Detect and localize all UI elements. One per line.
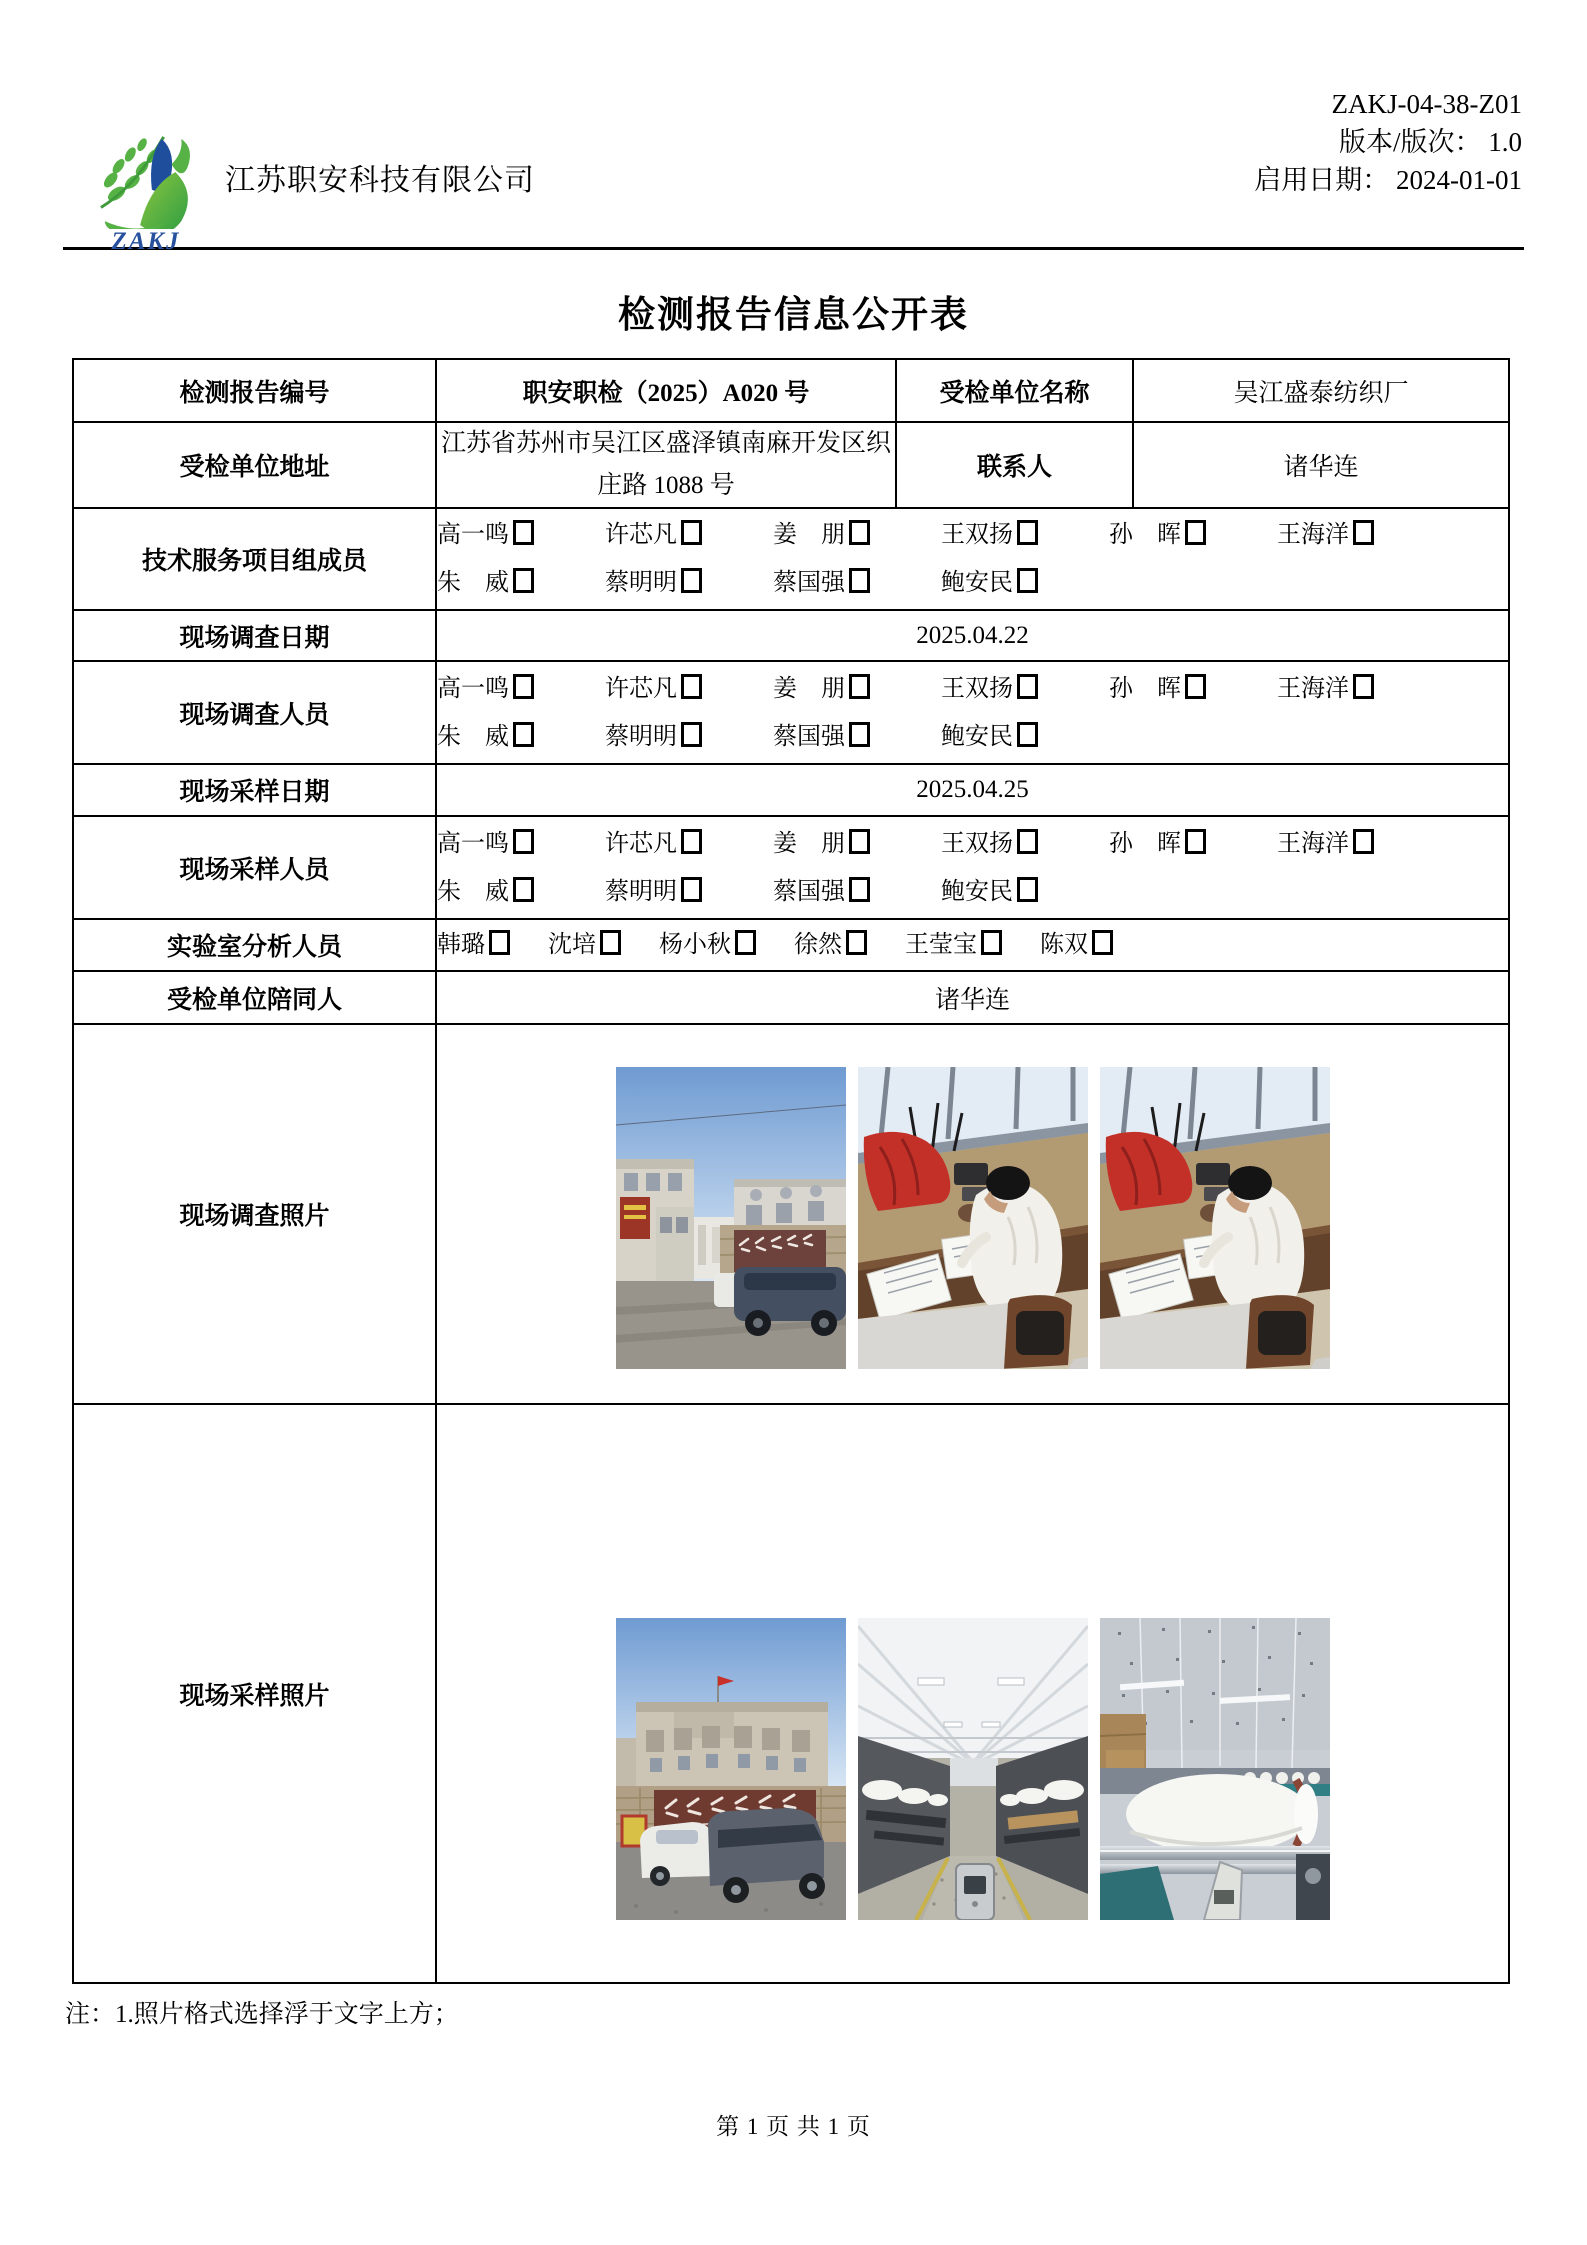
checkbox-icon <box>1353 829 1374 854</box>
staff-name: 王海洋 <box>1277 665 1439 713</box>
checkbox-icon <box>1017 520 1038 545</box>
table-row <box>73 661 1509 764</box>
checkbox-icon <box>849 877 870 902</box>
staff-name: 王双扬 <box>941 665 1103 713</box>
sampling-photos-label: 现场采样照片 <box>73 1404 436 1983</box>
staff-name: 许芯凡 <box>605 511 767 559</box>
staff-name: 蔡明明 <box>605 868 767 916</box>
contact-label: 联系人 <box>896 422 1133 508</box>
escort-label: 受检单位陪同人 <box>73 971 436 1024</box>
sampling-date-label: 现场采样日期 <box>73 764 436 816</box>
sampling-staff-label: 现场采样人员 <box>73 816 436 919</box>
staff-name: 高一鸣 <box>437 820 599 868</box>
checkbox-icon <box>513 877 534 902</box>
staff-name: 姜 朋 <box>773 511 935 559</box>
staff-name: 朱 威 <box>437 868 599 916</box>
sampling-photo-workshop <box>858 1618 1088 1920</box>
checkbox-icon <box>1017 829 1038 854</box>
team-members-value <box>436 508 1509 610</box>
checkbox-icon <box>681 520 702 545</box>
staff-name: 孙 晖 <box>1109 511 1271 559</box>
checkbox-icon <box>1185 674 1206 699</box>
staff-name: 徐然 <box>794 921 867 969</box>
report-no-value: 职安职检（2025）A020 号 <box>436 359 896 422</box>
checkbox-icon <box>513 722 534 747</box>
page-number: 第 1 页 共 1 页 <box>716 2114 871 2139</box>
address-label: 受检单位地址 <box>73 422 436 508</box>
checkbox-icon <box>513 829 534 854</box>
page-title: 检测报告信息公开表 <box>618 295 969 336</box>
checkbox-icon <box>681 722 702 747</box>
staff-name: 姜 朋 <box>773 820 935 868</box>
staff-name: 姜 朋 <box>773 665 935 713</box>
checkbox-icon <box>681 829 702 854</box>
table-row <box>73 764 1509 816</box>
checkbox-icon <box>513 674 534 699</box>
checkbox-icon <box>1353 674 1374 699</box>
escort-value: 诸华连 <box>436 971 1509 1024</box>
checkbox-icon <box>1017 722 1038 747</box>
name-line <box>437 559 1508 607</box>
name-line <box>437 820 1508 868</box>
staff-name: 王海洋 <box>1277 511 1439 559</box>
staff-name: 许芯凡 <box>605 820 767 868</box>
staff-name: 高一鸣 <box>437 665 599 713</box>
staff-name: 蔡国强 <box>773 559 935 607</box>
table-row <box>73 1404 1509 1983</box>
staff-name: 王双扬 <box>941 511 1103 559</box>
name-line <box>437 713 1508 761</box>
document-code: ZAKJ-04-38-Z01 <box>1331 89 1522 119</box>
staff-name: 高一鸣 <box>437 511 599 559</box>
staff-name: 孙 晖 <box>1109 665 1271 713</box>
table-row <box>73 422 1509 508</box>
checkbox-icon <box>849 829 870 854</box>
company-logo-icon <box>87 131 205 229</box>
survey-staff-value <box>436 661 1509 764</box>
staff-name: 王莹宝 <box>905 921 1002 969</box>
table-row <box>73 359 1509 422</box>
checkbox-icon <box>1092 930 1113 955</box>
staff-name: 蔡明明 <box>605 559 767 607</box>
document-meta <box>1254 85 1522 199</box>
checkbox-icon <box>681 674 702 699</box>
footnote: 注：1.照片格式选择浮于文字上方； <box>65 2001 459 2028</box>
staff-name: 陈双 <box>1040 921 1113 969</box>
staff-name: 鲍安民 <box>941 868 1103 916</box>
survey-photo-street <box>616 1067 846 1369</box>
sampling-staff-value <box>436 816 1509 919</box>
name-line <box>437 665 1508 713</box>
checkbox-icon <box>1017 877 1038 902</box>
staff-name: 蔡明明 <box>605 713 767 761</box>
report-no-label: 检测报告编号 <box>73 359 436 422</box>
name-line <box>437 921 1508 969</box>
survey-date-label: 现场调查日期 <box>73 610 436 661</box>
staff-name: 韩璐 <box>437 921 510 969</box>
company-name: 江苏职安科技有限公司 <box>225 164 535 197</box>
checkbox-icon <box>849 722 870 747</box>
survey-photo-office-2 <box>1100 1067 1330 1369</box>
table-row <box>73 610 1509 661</box>
lab-staff-value <box>436 919 1509 971</box>
staff-name: 王海洋 <box>1277 820 1439 868</box>
staff-name: 蔡国强 <box>773 713 935 761</box>
page-header <box>63 85 1524 255</box>
logo-text: ZAKJ <box>111 228 181 255</box>
survey-photo-office-1 <box>858 1067 1088 1369</box>
sampling-date-value: 2025.04.25 <box>436 764 1509 816</box>
table-row <box>73 919 1509 971</box>
table-row <box>73 816 1509 919</box>
unit-name-label: 受检单位名称 <box>896 359 1133 422</box>
start-date-line: 启用日期： 2024-01-01 <box>1254 165 1522 195</box>
unit-name-value: 吴江盛泰纺织厂 <box>1133 359 1509 422</box>
staff-name: 孙 晖 <box>1109 820 1271 868</box>
survey-photo-strip <box>437 1060 1508 1369</box>
checkbox-icon <box>513 520 534 545</box>
table-row <box>73 971 1509 1024</box>
checkbox-icon <box>849 568 870 593</box>
address-value: 江苏省苏州市吴江区盛泽镇南麻开发区织庄路 1088 号 <box>436 422 896 508</box>
checkbox-icon <box>1017 568 1038 593</box>
team-label: 技术服务项目组成员 <box>73 508 436 610</box>
sampling-photo-machine <box>1100 1618 1330 1920</box>
checkbox-icon <box>513 568 534 593</box>
checkbox-icon <box>849 520 870 545</box>
report-info-table <box>72 358 1510 1984</box>
name-line <box>437 511 1508 559</box>
staff-name: 王双扬 <box>941 820 1103 868</box>
staff-name: 杨小秋 <box>659 921 756 969</box>
staff-name: 鲍安民 <box>941 559 1103 607</box>
survey-date-value: 2025.04.22 <box>436 610 1509 661</box>
sampling-photo-factory-gate <box>616 1618 846 1920</box>
name-line <box>437 868 1508 916</box>
staff-name: 朱 威 <box>437 559 599 607</box>
staff-name: 蔡国强 <box>773 868 935 916</box>
sampling-photos-cell <box>436 1404 1509 1983</box>
company-logo <box>83 131 209 256</box>
table-row <box>73 1024 1509 1404</box>
checkbox-icon <box>1353 520 1374 545</box>
lab-staff-label: 实验室分析人员 <box>73 919 436 971</box>
header-divider <box>63 247 1524 250</box>
checkbox-icon <box>1017 674 1038 699</box>
checkbox-icon <box>1185 520 1206 545</box>
staff-name: 朱 威 <box>437 713 599 761</box>
staff-name: 许芯凡 <box>605 665 767 713</box>
version-line: 版本/版次： 1.0 <box>1338 127 1522 157</box>
checkbox-icon <box>1185 829 1206 854</box>
checkbox-icon <box>849 674 870 699</box>
checkbox-icon <box>600 930 621 955</box>
staff-name: 鲍安民 <box>941 713 1103 761</box>
checkbox-icon <box>981 930 1002 955</box>
survey-photos-cell <box>436 1024 1509 1404</box>
sampling-photo-strip <box>437 1468 1508 1920</box>
survey-photos-label: 现场调查照片 <box>73 1024 436 1404</box>
checkbox-icon <box>681 877 702 902</box>
checkbox-icon <box>846 930 867 955</box>
survey-staff-label: 现场调查人员 <box>73 661 436 764</box>
checkbox-icon <box>489 930 510 955</box>
checkbox-icon <box>735 930 756 955</box>
staff-name: 沈培 <box>548 921 621 969</box>
checkbox-icon <box>681 568 702 593</box>
table-row <box>73 508 1509 610</box>
contact-value: 诸华连 <box>1133 422 1509 508</box>
